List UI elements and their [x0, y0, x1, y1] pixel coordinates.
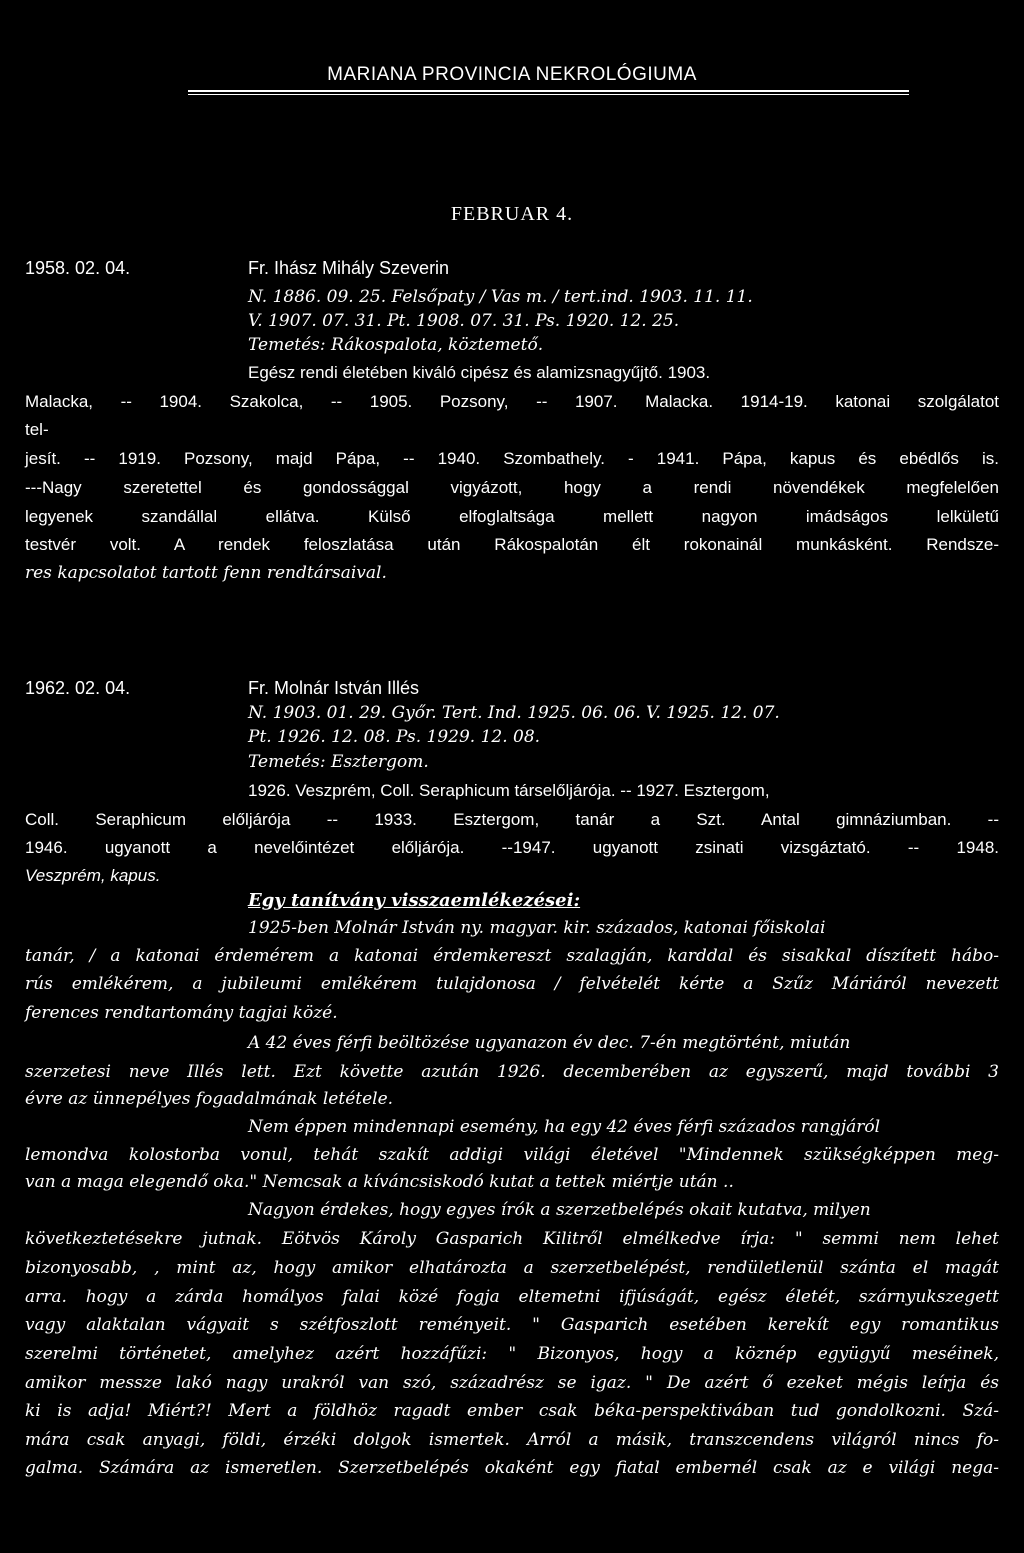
memoir-line: amikor messze lakó nagy urakról van szó, századrész se igaz. " De azért ő ezeket mégis leírja és: [25, 1373, 999, 1393]
memoir-line: évre az ünnepélyes fogadalmának letétele.: [25, 1089, 394, 1109]
entry-line: Temetés: Esztergom.: [248, 752, 429, 772]
memoir-line: szerzetesi neve Illés lett. Ezt követte azután 1926. decemberében az egyszerű, majd további 3: [25, 1062, 999, 1082]
header-rule-thin: [188, 94, 909, 95]
memoir-line: arra. hogy a zárda homályos falai közé fogja eltemetni ifjúságát, egész életét, szárnyukszegett: [25, 1287, 999, 1307]
memoir-line: vagy alaktalan vágyait s szétfoszlott reményeit. " Gasparich esetében kerekít egy romantikus: [25, 1315, 999, 1335]
entry-line: N. 1903. 01. 29. Győr. Tert. Ind. 1925. 06. 06. V. 1925. 12. 07.: [248, 703, 780, 723]
entry-line: V. 1907. 07. 31. Pt. 1908. 07. 31. Ps. 1920. 12. 25.: [248, 311, 680, 331]
memoir-line: lemondva kolostorba vonul, tehát szakít addigi világi életével "Mindennek szükségképpen meg-: [25, 1145, 999, 1165]
memoir-line: szerelmi történetet, amelyhez azért hozzáfűzi: " Bizonyos, hogy a köznép együgyű meséinek,: [25, 1344, 999, 1364]
entry-line: legyenek szandállal ellátva. Külső elfoglaltsága mellett nagyon imádságos lelkületű: [25, 507, 999, 526]
entry-line: jesít. -- 1919. Pozsony, majd Pápa, -- 1940. Szombathely. - 1941. Pápa, kapus és ebédlős is.: [25, 449, 999, 468]
entry-name: Fr. Molnár István Illés: [248, 678, 420, 698]
memoir-line: Nagyon érdekes, hogy egyes írók a szerzetbelépés okait kutatva, milyen: [248, 1200, 871, 1220]
entry-line: Pt. 1926. 12. 08. Ps. 1929. 12. 08.: [248, 727, 541, 747]
entry-line: Malacka, -- 1904. Szakolca, -- 1905. Pozsony, -- 1907. Malacka. 1914-19. katonai szolgálatot: [25, 392, 999, 411]
page-header: MARIANA PROVINCIA NEKROLÓGIUMA: [327, 64, 697, 85]
memoir-line: ferences rendtartomány tagjai közé.: [25, 1003, 338, 1023]
memoir-line: következtetésekre jutnak. Eötvös Károly Gasparich Kilitről elmélkedve írja: " semmi nem lehet: [25, 1229, 999, 1249]
entry-date: 1958. 02. 04.: [25, 258, 131, 278]
memoir-line: van a maga elegendő oka." Nemcsak a kíváncsiskodó kutat a tettek miértje után ..: [25, 1172, 734, 1192]
memoir-line: galma. Számára az ismeretlen. Szerzetbelépés okaként egy fiatal embernél csak az e világi nega-: [25, 1458, 999, 1478]
memoir-line: ki is adja! Miért?! Mert a földhöz ragadt ember csak béka-perspektivában tud gondolkozni. Szá-: [25, 1401, 999, 1421]
memoir-heading: Egy tanítvány visszaemlékezései:: [248, 890, 581, 911]
entry-line: 1926. Veszprém, Coll. Seraphicum társelőljárója. -- 1927. Esztergom,: [248, 781, 770, 800]
memoir-line: tanár, / a katonai érdemérem a katonai érdemkereszt szalagján, karddal és sisakkal díszített hábo-: [25, 946, 999, 966]
header-rule: [188, 90, 909, 92]
memoir-line: 1925-ben Molnár István ny. magyar. kir. százados, katonai főiskolai: [248, 918, 826, 938]
entry-line: N. 1886. 09. 25. Felsőpaty / Vas m. / tert.ind. 1903. 11. 11.: [248, 287, 753, 307]
entry-date: 1962. 02. 04.: [25, 678, 131, 698]
memoir-line: A 42 éves férfi beöltözése ugyanazon év dec. 7-én megtörtént, miután: [248, 1033, 851, 1053]
memoir-line: Nem éppen mindennapi esemény, ha egy 42 éves férfi százados rangjáról: [248, 1117, 881, 1137]
entry-line: res kapcsolatot tartott fenn rendtársaival.: [25, 563, 387, 583]
entry-line: testvér volt. A rendek feloszlatása után Rákospalotán élt rokonainál munkásként. Rendsze-: [25, 535, 999, 554]
entry-line: 1946. ugyanott a nevelőintézet előljárója. --1947. ugyanott zsinati vizsgáztató. -- 1948.: [25, 838, 999, 857]
entry-line: tel-: [25, 420, 49, 439]
memoir-line: mára csak anyagi, földi, érzéki dolgok ismertek. Arról a másik, transzcendens világról nincs fo-: [25, 1430, 999, 1450]
memoir-line: bizonyosabb, , mint az, hogy amikor elhatározta a szerzetbelépést, rendületlenül szánta el magát: [25, 1258, 999, 1278]
entry-line: Egész rendi életében kiváló cipész és alamizsnagyűjtő. 1903.: [248, 363, 711, 382]
memoir-line: rús emlékérem, a jubileumi emlékérem tulajdonosa / felvételét kérte a Szűz Máriáról nevezett: [25, 974, 999, 994]
entry-line: Coll. Seraphicum előljárója -- 1933. Esztergom, tanár a Szt. Antal gimnáziumban. --: [25, 810, 999, 829]
section-date: FEBRUAR 4.: [450, 203, 574, 225]
entry-line: ---Nagy szeretettel és gondossággal vigyázott, hogy a rendi növendékek megfelelően: [25, 478, 999, 497]
entry-name: Fr. Ihász Mihály Szeverin: [248, 258, 450, 278]
entry-line: Veszprém, kapus.: [25, 866, 161, 885]
entry-line: Temetés: Rákospalota, köztemető.: [248, 335, 544, 355]
